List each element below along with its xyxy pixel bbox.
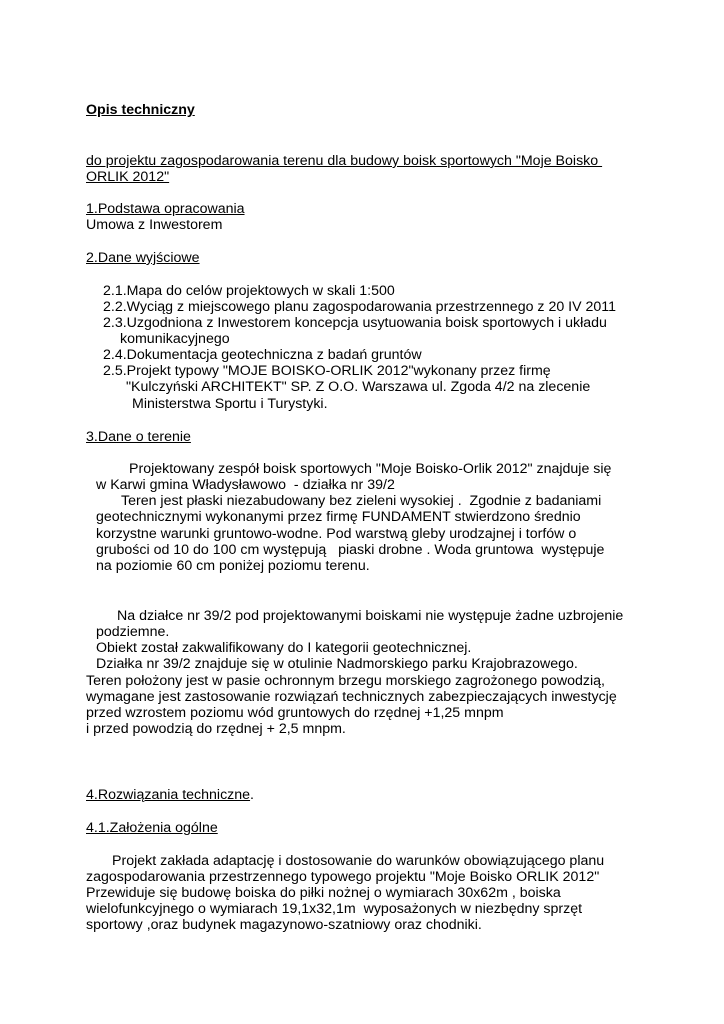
section-3-para2-line-8: i przed powodzią do rzędnej + 2,5 mnpm. bbox=[86, 721, 346, 737]
list-item-2-4: 2.4.Dokumentacja geotechniczna z badań gruntów bbox=[103, 347, 422, 363]
section-3-para1-line-2: w Karwi gmina Władysławowo - działka nr 39/2 bbox=[96, 477, 395, 493]
section-1-text: Umowa z Inwestorem bbox=[86, 217, 223, 233]
section-3-para2-line-7: przed wzrostem poziomu wód gruntowych do rzędnej +1,25 mnpm bbox=[86, 705, 504, 721]
section-3-para2-line-3: Obiekt został zakwalifikowany do I kategorii geotechnicznej. bbox=[96, 640, 472, 656]
section-3-heading: 3.Dane o terenie bbox=[86, 429, 191, 445]
list-item-2-2: 2.2.Wyciąg z miejscowego planu zagospodarowania przestrzennego z 20 IV 2011 bbox=[103, 299, 617, 315]
section-3-para1-line-1: Projektowany zespół boisk sportowych "Moje Boisko-Orlik 2012" znajduje się bbox=[129, 461, 612, 477]
section-2-heading: 2.Dane wyjściowe bbox=[86, 250, 200, 266]
section-4-1-line-2: zagospodarowania przestrzennego typowego projektu "Moje Boisko ORLIK 2012" bbox=[86, 869, 600, 885]
section-4-1-line-1: Projekt zakłada adaptację i dostosowanie do warunków obowiązującego planu bbox=[112, 853, 605, 869]
list-item-2-5-cont-1: "Kulczyński ARCHITEKT" SP. Z O.O. Warszawa ul. Zgoda 4/2 na zlecenie bbox=[126, 379, 591, 395]
list-item-2-3-cont: komunikacyjnego bbox=[120, 331, 230, 347]
section-1-heading: 1.Podstawa opracowania bbox=[86, 201, 245, 217]
section-4-heading-text: 4.Rozwiązania techniczne bbox=[86, 787, 251, 803]
section-3-para1-line-7: na poziomie 60 cm poniżej poziomu terenu. bbox=[96, 558, 370, 574]
section-3-para2-line-1: Na działce nr 39/2 pod projektowanymi boiskami nie występuje żadne uzbrojenie bbox=[117, 608, 624, 624]
list-item-2-1: 2.1.Mapa do celów projektowych w skali 1:500 bbox=[103, 283, 395, 299]
section-4-1-line-5: sportowy ,oraz budynek magazynowo-szatniowy oraz chodniki. bbox=[86, 917, 482, 933]
section-4-1-line-4: wielofunkcyjnego o wymiarach 19,1x32,1m wyposażonych w niezbędny sprzęt bbox=[86, 901, 583, 917]
list-item-2-3: 2.3.Uzgodniona z Inwestorem koncepcja usytuowania boisk sportowych i układu bbox=[103, 315, 607, 331]
section-4-heading-suffix: . bbox=[250, 787, 254, 803]
intro-line-1: do projektu zagospodarowania terenu dla budowy boisk sportowych "Moje Boisko bbox=[86, 153, 603, 169]
section-3-para2-line-5: Teren położony jest w pasie ochronnym brzegu morskiego zagrożonego powodzią, bbox=[86, 673, 605, 689]
section-3-para2-line-4: Działka nr 39/2 znajduje się w otulinie Nadmorskiego parku Krajobrazowego. bbox=[96, 656, 578, 672]
section-3-para1-line-5: korzystne warunki gruntowo-wodne. Pod warstwą gleby urodzajnej i torfów o bbox=[96, 526, 577, 542]
intro-line-2: ORLIK 2012" bbox=[86, 169, 170, 185]
section-3-para1-line-3: Teren jest płaski niezabudowany bez zieleni wysokiej . Zgodnie z badaniami bbox=[121, 493, 602, 509]
list-item-2-5-cont-2: Ministerstwa Sportu i Turystyki. bbox=[132, 396, 328, 412]
section-4-heading bbox=[86, 787, 254, 803]
section-4-1-heading: 4.1.Założenia ogólne bbox=[86, 820, 218, 836]
section-3-para2-line-2: podziemne. bbox=[96, 624, 170, 640]
section-3-para2-line-6: wymagane jest zastosowanie rozwiązań technicznych zabezpieczających inwestycję bbox=[86, 689, 617, 705]
list-item-2-5: 2.5.Projekt typowy "MOJE BOISKO-ORLIK 2012"wykonany przez firmę bbox=[103, 363, 551, 379]
section-3-para1-line-6: grubości od 10 do 100 cm występują piaski drobne . Woda gruntowa występuje bbox=[96, 542, 605, 558]
section-3-para1-line-4: geotechnicznymi wykonanymi przez firmę FUNDAMENT stwierdzono średnio bbox=[96, 509, 581, 525]
document-title: Opis techniczny bbox=[86, 102, 195, 118]
section-4-1-line-3: Przewiduje się budowę boiska do piłki nożnej o wymiarach 30x62m , boiska bbox=[86, 885, 561, 901]
